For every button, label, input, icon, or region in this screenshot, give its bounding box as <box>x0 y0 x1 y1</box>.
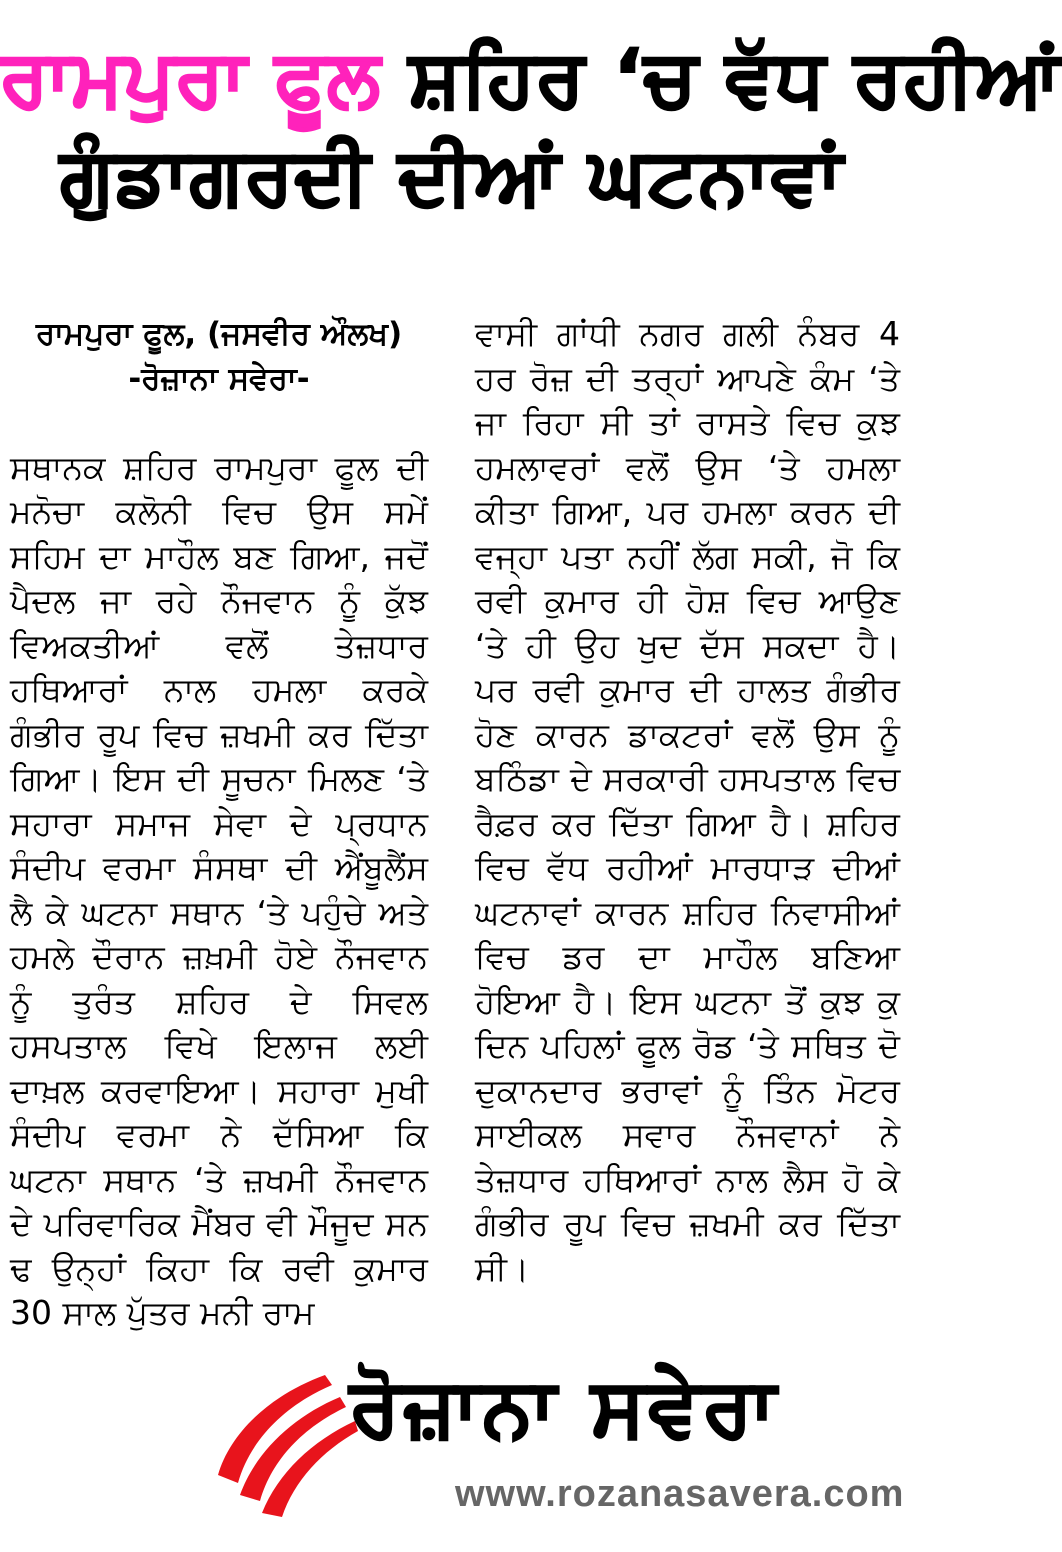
headline-line-2: ਗੁੰਡਾਗਰਦੀ ਦੀਆਂ ਘਟਨਾਵਾਂ <box>60 132 843 222</box>
article-text-left: ਸਥਾਨਕ ਸ਼ਹਿਰ ਰਾਮਪੁਰਾ ਫੂਲ ਦੀ ਮਨੋਚਾ ਕਲੋਨੀ ਵਿਚ ਉਸ ਸਮੇਂ ਸਹਿਮ ਦਾ ਮਾਹੌਲ ਬਣ ਗਿਆ, ਜਦੋਂ ਪੈਦਲ ਜਾ ਰਹੇ ਨੌਜਵਾਨ ਨੂੰ ਕੁੱਝ ਵਿਅਕਤੀਆਂ ਵਲੋਂ ਤੇਜ਼ਧਾਰ ਹਥਿਆਰਾਂ ਨਾਲ ਹਮਲਾ ਕਰਕੇ ਗੰਭੀਰ ਰੂਪ ਵਿਚ ਜ਼ਖਮੀ ਕਰ ਦਿੱਤਾ ਗਿਆ। ਇਸ ਦੀ ਸੂਚਨਾ ਮਿਲਣ ‘ਤੇ ਸਹਾਰਾ ਸਮਾਜ ਸੇਵਾ ਦੇ ਪ੍ਰਧਾਨ ਸੰਦੀਪ ਵਰਮਾ ਸੰਸਥਾ ਦੀ ਐਂਬੂਲੈਂਸ ਲੈ ਕੇ ਘਟਨਾ ਸਥਾਨ ‘ਤੇ ਪਹੁੰਚੇ ਅਤੇ ਹਮਲੇ ਦੌਰਾਨ ਜ਼ਖ਼ਮੀ ਹੋਏ ਨੌਜਵਾਨ ਨੂੰ ਤੁਰੰਤ ਸ਼ਹਿਰ ਦੇ ਸਿਵਲ ਹਸਪਤਾਲ ਵਿਖੇ ਇਲਾਜ ਲਈ ਦਾਖ਼ਲ ਕਰਵਾਇਆ। ਸਹਾਰਾ ਮੁਖੀ ਸੰਦੀਪ ਵਰਮਾ ਨੇ ਦੱਸਿਆ ਕਿ ਘਟਨਾ ਸਥਾਨ ‘ਤੇ ਜ਼ਖਮੀ ਨੌਜਵਾਨ ਦੇ ਪਰਿਵਾਰਿਕ ਮੈਂਬਰ ਵੀ ਮੌਜੂਦ ਸਨ ਢ ਉਨ੍ਹਾਂ ਕਿਹਾ ਕਿ ਰਵੀ ਕੁਮਾਰ 30 ਸਾਲ ਪੁੱਤਰ ਮਨੀ ਰਾਮ <box>10 447 428 1332</box>
article-column-right <box>475 312 900 1291</box>
logo-title: ਰੋਜ਼ਾਨਾ ਸਵੇਰਾ <box>350 1361 780 1454</box>
headline-text-1: ਸ਼ਹਿਰ ‘ਚ ਵੱਧ ਰਹੀਆਂ <box>380 34 1062 124</box>
byline-source: -ਰੋਜ਼ਾਨਾ ਸਵੇਰਾ- <box>128 360 310 397</box>
byline-spacer <box>10 401 428 446</box>
article-text-right: ਵਾਸੀ ਗਾਂਧੀ ਨਗਰ ਗਲੀ ਨੰਬਰ 4 ਹਰ ਰੋਜ਼ ਦੀ ਤਰ੍ਹਾਂ ਆਪਣੇ ਕੰਮ ‘ਤੇ ਜਾ ਰਿਹਾ ਸੀ ਤਾਂ ਰਾਸਤੇ ਵਿਚ ਕੁਝ ਹਮਲਾਵਰਾਂ ਵਲੋਂ ਉਸ ‘ਤੇ ਹਮਲਾ ਕੀਤਾ ਗਿਆ, ਪਰ ਹਮਲਾ ਕਰਨ ਦੀ ਵਜ੍ਹਾ ਪਤਾ ਨਹੀਂ ਲੱਗ ਸਕੀ, ਜੋ ਕਿ ਰਵੀ ਕੁਮਾਰ ਹੀ ਹੋਸ਼ ਵਿਚ ਆਉਣ ‘ਤੇ ਹੀ ਉਹ ਖੁਦ ਦੱਸ ਸਕਦਾ ਹੈ। ਪਰ ਰਵੀ ਕੁਮਾਰ ਦੀ ਹਾਲਤ ਗੰਭੀਰ ਹੋਣ ਕਾਰਨ ਡਾਕਟਰਾਂ ਵਲੋਂ ਉਸ ਨੂੰ ਬਠਿੰਡਾ ਦੇ ਸਰਕਾਰੀ ਹਸਪਤਾਲ ਵਿਚ ਰੈਫ਼ਰ ਕਰ ਦਿੱਤਾ ਗਿਆ ਹੈ। ਸ਼ਹਿਰ ਵਿਚ ਵੱਧ ਰਹੀਆਂ ਮਾਰਧਾੜ ਦੀਆਂ ਘਟਨਾਵਾਂ ਕਾਰਨ ਸ਼ਹਿਰ ਨਿਵਾਸੀਆਂ ਵਿਚ ਡਰ ਦਾ ਮਾਹੌਲ ਬਣਿਆ ਹੋਇਆ ਹੈ। ਇਸ ਘਟਨਾ ਤੋਂ ਕੁਝ ਕੁ ਦਿਨ ਪਹਿਲਾਂ ਫੂਲ ਰੋਡ ‘ਤੇ ਸਥਿਤ ਦੋ ਦੁਕਾਨਦਾਰ ਭਰਾਵਾਂ ਨੂੰ ਤਿੰਨ ਮੋਟਰ ਸਾਈਕਲ ਸਵਾਰ ਨੌਜਵਾਨਾਂ ਨੇ ਤੇਜ਼ਧਾਰ ਹਥਿਆਰਾਂ ਨਾਲ ਲੈਸ ਹੋ ਕੇ ਗੰਭੀਰ ਰੂਪ ਵਿਚ ਜ਼ਖਮੀ ਕਰ ਦਿੱਤਾ ਸੀ। <box>475 314 900 1288</box>
byline-reporter: ਰਾਮਪੁਰਾ ਫੂਲ, (ਜਸਵੀਰ ਔਲਖ) <box>35 316 403 352</box>
headline-place: ਰਾਮਪੁਰਾ ਫੂਲ <box>0 34 381 124</box>
headline-line-1 <box>0 30 1062 128</box>
rozana-savera-logo <box>200 1355 905 1535</box>
logo-url: www.rozanasavera.com <box>455 1473 905 1515</box>
headline <box>0 30 1062 226</box>
red-swoosh-logo-icon <box>200 1355 360 1525</box>
article-column-left <box>10 312 428 1336</box>
